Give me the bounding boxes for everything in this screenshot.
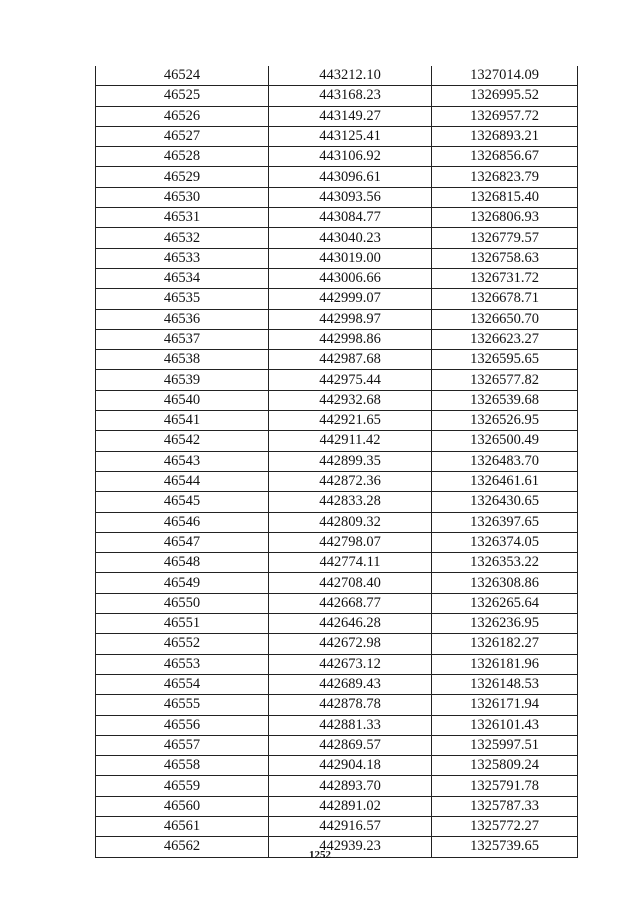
point-id-cell: 46555 [96,695,269,715]
y-coordinate-cell: 1326823.79 [432,167,578,187]
point-id-cell: 46550 [96,593,269,613]
y-coordinate-cell: 1325997.51 [432,735,578,755]
x-coordinate-cell: 443040.23 [269,228,432,248]
table-row [96,634,578,654]
y-coordinate-cell: 1326430.65 [432,492,578,512]
table-row [96,451,578,471]
page-number: 1252 [309,849,331,861]
x-coordinate-cell: 442904.18 [269,756,432,776]
y-coordinate-cell: 1326148.53 [432,674,578,694]
x-coordinate-cell: 442911.42 [269,431,432,451]
x-coordinate-cell: 443125.41 [269,126,432,146]
table-row [96,411,578,431]
y-coordinate-cell: 1326461.61 [432,471,578,491]
point-id-cell: 46541 [96,411,269,431]
y-coordinate-cell: 1326893.21 [432,126,578,146]
table-row [96,167,578,187]
point-id-cell: 46558 [96,756,269,776]
x-coordinate-cell: 442891.02 [269,796,432,816]
y-coordinate-cell: 1326101.43 [432,715,578,735]
table-row [96,735,578,755]
point-id-cell: 46528 [96,147,269,167]
table-row [96,776,578,796]
x-coordinate-cell: 442999.07 [269,289,432,309]
table-row [96,431,578,451]
table-row [96,390,578,410]
x-coordinate-cell: 442998.97 [269,309,432,329]
table-row [96,614,578,634]
y-coordinate-cell: 1326731.72 [432,268,578,288]
x-coordinate-cell: 442668.77 [269,593,432,613]
x-coordinate-cell: 442774.11 [269,553,432,573]
table-row [96,796,578,816]
table-row [96,654,578,674]
table-row [96,715,578,735]
y-coordinate-cell: 1326595.65 [432,350,578,370]
point-id-cell: 46532 [96,228,269,248]
table-row [96,492,578,512]
x-coordinate-cell: 442673.12 [269,654,432,674]
point-id-cell: 46533 [96,248,269,268]
table-row [96,106,578,126]
point-id-cell: 46545 [96,492,269,512]
y-coordinate-cell: 1326577.82 [432,370,578,390]
point-id-cell: 46562 [96,837,269,857]
y-coordinate-cell: 1326308.86 [432,573,578,593]
x-coordinate-cell: 443168.23 [269,86,432,106]
coordinate-table-body [96,66,578,857]
y-coordinate-cell: 1326779.57 [432,228,578,248]
point-id-cell: 46546 [96,512,269,532]
x-coordinate-cell: 443019.00 [269,248,432,268]
table-row [96,208,578,228]
x-coordinate-cell: 443106.92 [269,147,432,167]
y-coordinate-cell: 1326265.64 [432,593,578,613]
x-coordinate-cell: 442672.98 [269,634,432,654]
point-id-cell: 46556 [96,715,269,735]
table-row [96,248,578,268]
point-id-cell: 46525 [96,86,269,106]
x-coordinate-cell: 442921.65 [269,411,432,431]
table-row [96,674,578,694]
x-coordinate-cell: 442939.23 [269,837,432,857]
point-id-cell: 46531 [96,208,269,228]
point-id-cell: 46543 [96,451,269,471]
x-coordinate-cell: 442809.32 [269,512,432,532]
y-coordinate-cell: 1326353.22 [432,553,578,573]
point-id-cell: 46549 [96,573,269,593]
y-coordinate-cell: 1326526.95 [432,411,578,431]
table-row [96,816,578,836]
point-id-cell: 46553 [96,654,269,674]
x-coordinate-cell: 442872.36 [269,471,432,491]
point-id-cell: 46544 [96,471,269,491]
point-id-cell: 46561 [96,816,269,836]
x-coordinate-cell: 443212.10 [269,66,432,86]
table-row [96,147,578,167]
y-coordinate-cell: 1326758.63 [432,248,578,268]
x-coordinate-cell: 442975.44 [269,370,432,390]
x-coordinate-cell: 442916.57 [269,816,432,836]
x-coordinate-cell: 443149.27 [269,106,432,126]
point-id-cell: 46530 [96,187,269,207]
y-coordinate-cell: 1326650.70 [432,309,578,329]
point-id-cell: 46535 [96,289,269,309]
table-row [96,695,578,715]
point-id-cell: 46554 [96,674,269,694]
table-row [96,187,578,207]
table-row [96,66,578,86]
point-id-cell: 46547 [96,532,269,552]
y-coordinate-cell: 1326500.49 [432,431,578,451]
point-id-cell: 46529 [96,167,269,187]
x-coordinate-cell: 442932.68 [269,390,432,410]
x-coordinate-cell: 442646.28 [269,614,432,634]
table-row [96,86,578,106]
x-coordinate-cell: 442878.78 [269,695,432,715]
y-coordinate-cell: 1326181.96 [432,654,578,674]
y-coordinate-cell: 1326397.65 [432,512,578,532]
point-id-cell: 46552 [96,634,269,654]
y-coordinate-cell: 1326678.71 [432,289,578,309]
y-coordinate-cell: 1325787.33 [432,796,578,816]
y-coordinate-cell: 1326957.72 [432,106,578,126]
point-id-cell: 46527 [96,126,269,146]
y-coordinate-cell: 1326623.27 [432,329,578,349]
table-row [96,350,578,370]
y-coordinate-cell: 1326856.67 [432,147,578,167]
point-id-cell: 46539 [96,370,269,390]
point-id-cell: 46560 [96,796,269,816]
y-coordinate-cell: 1325739.65 [432,837,578,857]
point-id-cell: 46537 [96,329,269,349]
y-coordinate-cell: 1326995.52 [432,86,578,106]
y-coordinate-cell: 1326815.40 [432,187,578,207]
table-row [96,471,578,491]
point-id-cell: 46526 [96,106,269,126]
point-id-cell: 46536 [96,309,269,329]
point-id-cell: 46524 [96,66,269,86]
point-id-cell: 46540 [96,390,269,410]
x-coordinate-cell: 442708.40 [269,573,432,593]
x-coordinate-cell: 443084.77 [269,208,432,228]
point-id-cell: 46559 [96,776,269,796]
point-id-cell: 46542 [96,431,269,451]
x-coordinate-cell: 442833.28 [269,492,432,512]
x-coordinate-cell: 442987.68 [269,350,432,370]
x-coordinate-cell: 443093.56 [269,187,432,207]
table-row [96,228,578,248]
table-row [96,756,578,776]
y-coordinate-cell: 1326806.93 [432,208,578,228]
x-coordinate-cell: 442798.07 [269,532,432,552]
table-row [96,309,578,329]
x-coordinate-cell: 442869.57 [269,735,432,755]
table-row [96,553,578,573]
x-coordinate-cell: 443006.66 [269,268,432,288]
x-coordinate-cell: 442998.86 [269,329,432,349]
y-coordinate-cell: 1326182.27 [432,634,578,654]
x-coordinate-cell: 442689.43 [269,674,432,694]
y-coordinate-cell: 1326539.68 [432,390,578,410]
x-coordinate-cell: 442899.35 [269,451,432,471]
y-coordinate-cell: 1326171.94 [432,695,578,715]
table-row [96,593,578,613]
y-coordinate-cell: 1325772.27 [432,816,578,836]
table-row [96,126,578,146]
coordinate-table [95,66,578,858]
x-coordinate-cell: 442881.33 [269,715,432,735]
table-row [96,532,578,552]
y-coordinate-cell: 1327014.09 [432,66,578,86]
point-id-cell: 46538 [96,350,269,370]
table-row [96,329,578,349]
table-row [96,573,578,593]
point-id-cell: 46557 [96,735,269,755]
y-coordinate-cell: 1326236.95 [432,614,578,634]
y-coordinate-cell: 1325809.24 [432,756,578,776]
x-coordinate-cell: 443096.61 [269,167,432,187]
x-coordinate-cell: 442893.70 [269,776,432,796]
table-row [96,268,578,288]
point-id-cell: 46551 [96,614,269,634]
point-id-cell: 46548 [96,553,269,573]
y-coordinate-cell: 1326374.05 [432,532,578,552]
point-id-cell: 46534 [96,268,269,288]
table-row [96,512,578,532]
y-coordinate-cell: 1326483.70 [432,451,578,471]
table-row [96,289,578,309]
y-coordinate-cell: 1325791.78 [432,776,578,796]
table-row [96,370,578,390]
